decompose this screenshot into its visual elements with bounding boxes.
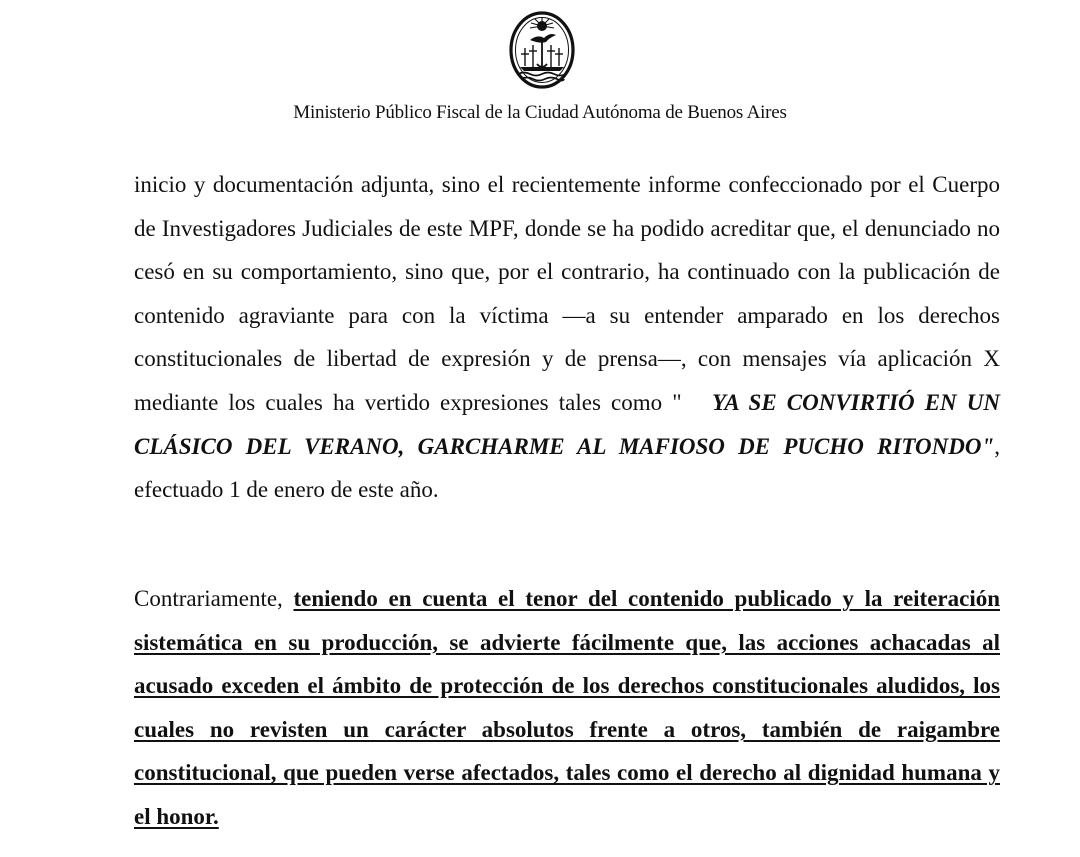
paragraph-2-intro: Contrariamente, <box>134 586 294 611</box>
city-seal-logo <box>508 10 576 90</box>
quoted-post: YA SE CONVIRTIÓ EN UN CLÁSICO DEL VERANO, GARCHARME AL MAFIOSO DE PUCHO RITONDO" <box>134 389 1000 459</box>
paragraph-1 <box>134 163 1000 512</box>
paragraph-2 <box>134 577 1000 839</box>
institution-header: Ministerio Público Fiscal de la Ciudad Autónoma de Buenos Aires <box>293 102 787 123</box>
paragraph-1-text <box>134 163 1000 512</box>
paragraph-1-tail: , efectuado 1 de enero de este año. <box>134 433 1000 503</box>
paragraph-1-lead: inicio y documentación adjunta, sino el recientemente informe confeccionado por el Cuerpo de Investigadores Judiciales de este MPF, donde se ha podido acreditar que, el denunciado no cesó en su comportamiento, sino que, por el contrario, ha continuado con la publicación de contenido agraviante para con la víctima —a su entender amparado en los derechos constitucionales de libertad de expresión y de prensa—, con mensajes vía aplicación X mediante los cuales ha vertido expresiones tales como " <box>134 172 1000 415</box>
paragraph-2-text <box>134 577 1000 839</box>
emphasized-reasoning: teniendo en cuenta el tenor del contenido publicado y la reiteración sistemática en su producción, se advierte fácilmente que, las acciones achacadas al acusado exceden el ámbito de protección de los derechos constitucionales aludidos, los cuales no revisten un carácter absolutos frente a otros, también de raigambre constitucional, que pueden verse afectados, tales como el derecho al dignidad humana y el honor. <box>134 586 1001 829</box>
